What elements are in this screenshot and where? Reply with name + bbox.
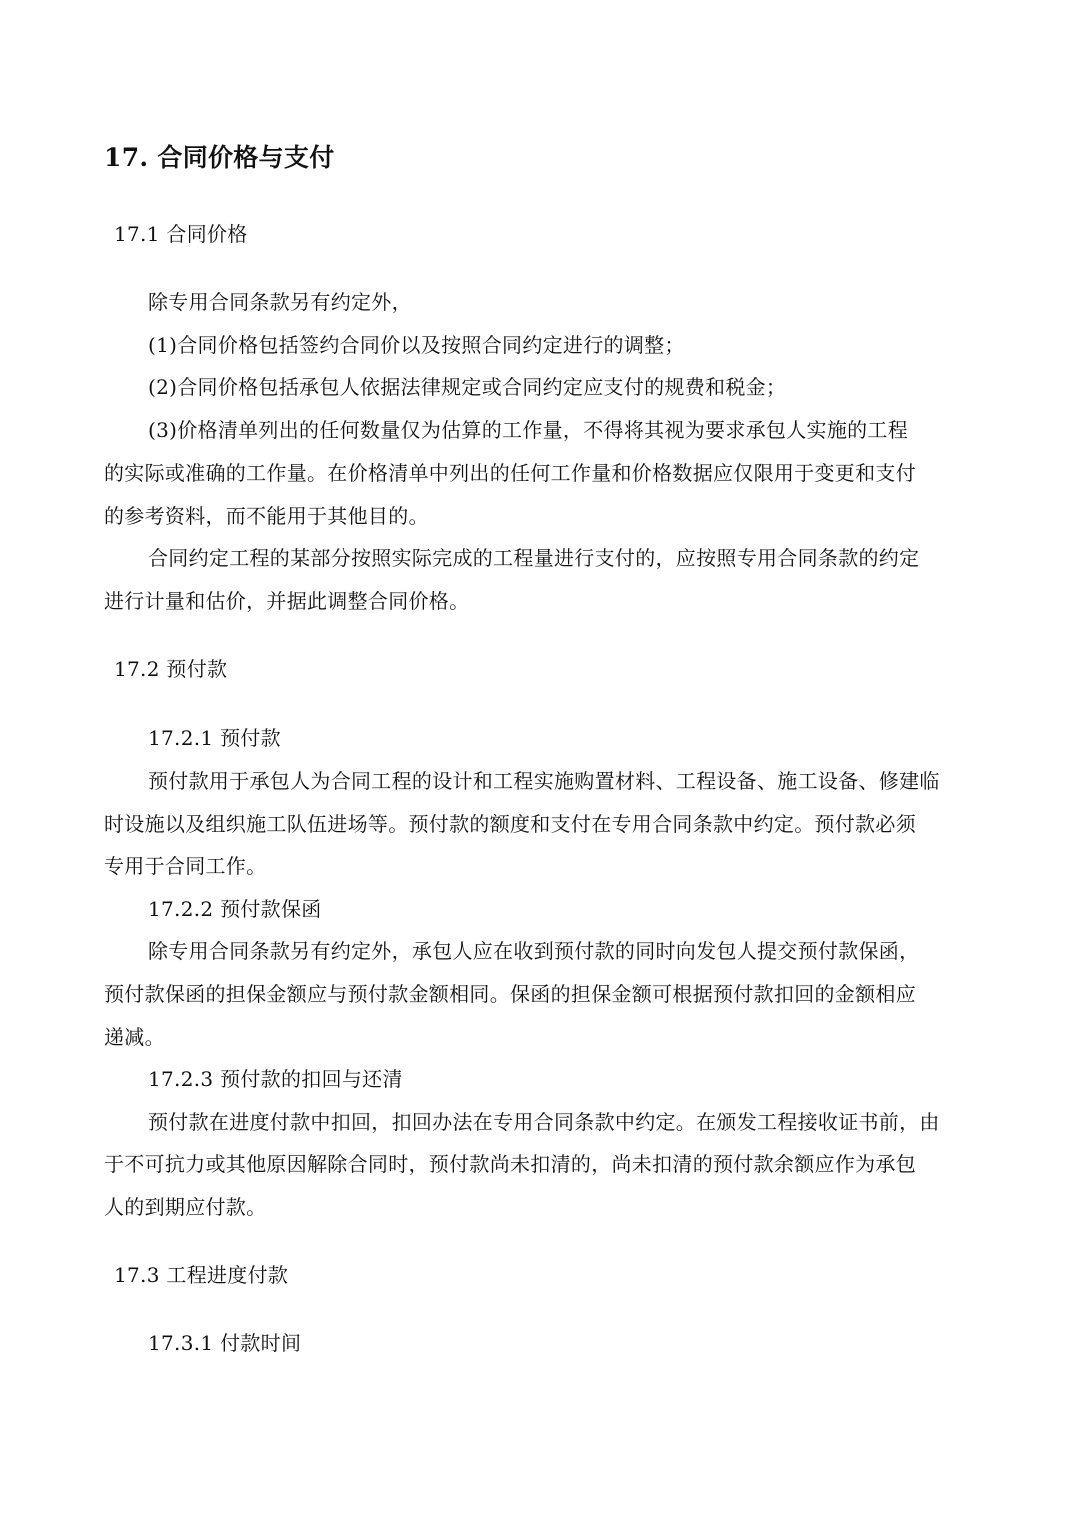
paragraph-line: 预付款用于承包人为合同工程的设计和工程实施购置材料、工程设备、施工设备、修建临 — [148, 769, 940, 793]
heading-17-1: 17.1 合同价格 — [114, 222, 248, 246]
paragraph-line: 于不可抗力或其他原因解除合同时，预付款尚未扣清的，尚未扣清的预付款余额应作为承包 — [104, 1152, 916, 1176]
heading-17-2-3: 17.2.3 预付款的扣回与还清 — [148, 1067, 403, 1091]
paragraph-line: 专用于合同工作。 — [104, 854, 267, 878]
paragraph-line: 预付款保函的担保金额应与预付款金额相同。保函的担保金额可根据预付款扣回的金额相应 — [104, 982, 916, 1006]
heading-17-2: 17.2 预付款 — [114, 657, 228, 681]
heading-17-2-1: 17.2.1 预付款 — [148, 726, 281, 750]
paragraph-line: 预付款在进度付款中扣回，扣回办法在专用合同条款中约定。在颁发工程接收证书前，由 — [148, 1110, 940, 1134]
heading-17-3-1: 17.3.1 付款时间 — [148, 1331, 302, 1355]
paragraph-line: 进行计量和估价，并据此调整合同价格。 — [104, 589, 470, 613]
paragraph-line: 的参考资料，而不能用于其他目的。 — [104, 504, 429, 528]
heading-17-3: 17.3 工程进度付款 — [114, 1263, 289, 1287]
paragraph-line: 的实际或准确的工作量。在价格清单中列出的任何工作量和价格数据应仅限用于变更和支付 — [104, 461, 916, 485]
paragraph-line: 时设施以及组织施工队伍进场等。预付款的额度和支付在专用合同条款中约定。预付款必须 — [104, 812, 916, 836]
paragraph-line: (3)价格清单列出的任何数量仅为估算的工作量，不得将其视为要求承包人实施的工程 — [148, 418, 909, 442]
paragraph-line: 人的到期应付款。 — [104, 1195, 267, 1219]
paragraph-line: (2)合同价格包括承包人依据法律规定或合同约定应支付的规费和税金； — [148, 375, 787, 399]
paragraph-line: 合同约定工程的某部分按照实际完成的工程量进行支付的，应按照专用合同条款的约定 — [148, 546, 920, 570]
section-title: 17. 合同价格与支付 — [104, 143, 335, 172]
paragraph-line: (1)合同价格包括签约合同价以及按照合同约定进行的调整； — [148, 333, 685, 357]
paragraph-line: 除专用合同条款另有约定外，承包人应在收到预付款的同时向发包人提交预付款保函， — [148, 939, 920, 963]
paragraph-line: 递减。 — [104, 1025, 165, 1049]
heading-17-2-2: 17.2.2 预付款保函 — [148, 897, 322, 921]
paragraph-line: 除专用合同条款另有约定外， — [148, 290, 412, 314]
